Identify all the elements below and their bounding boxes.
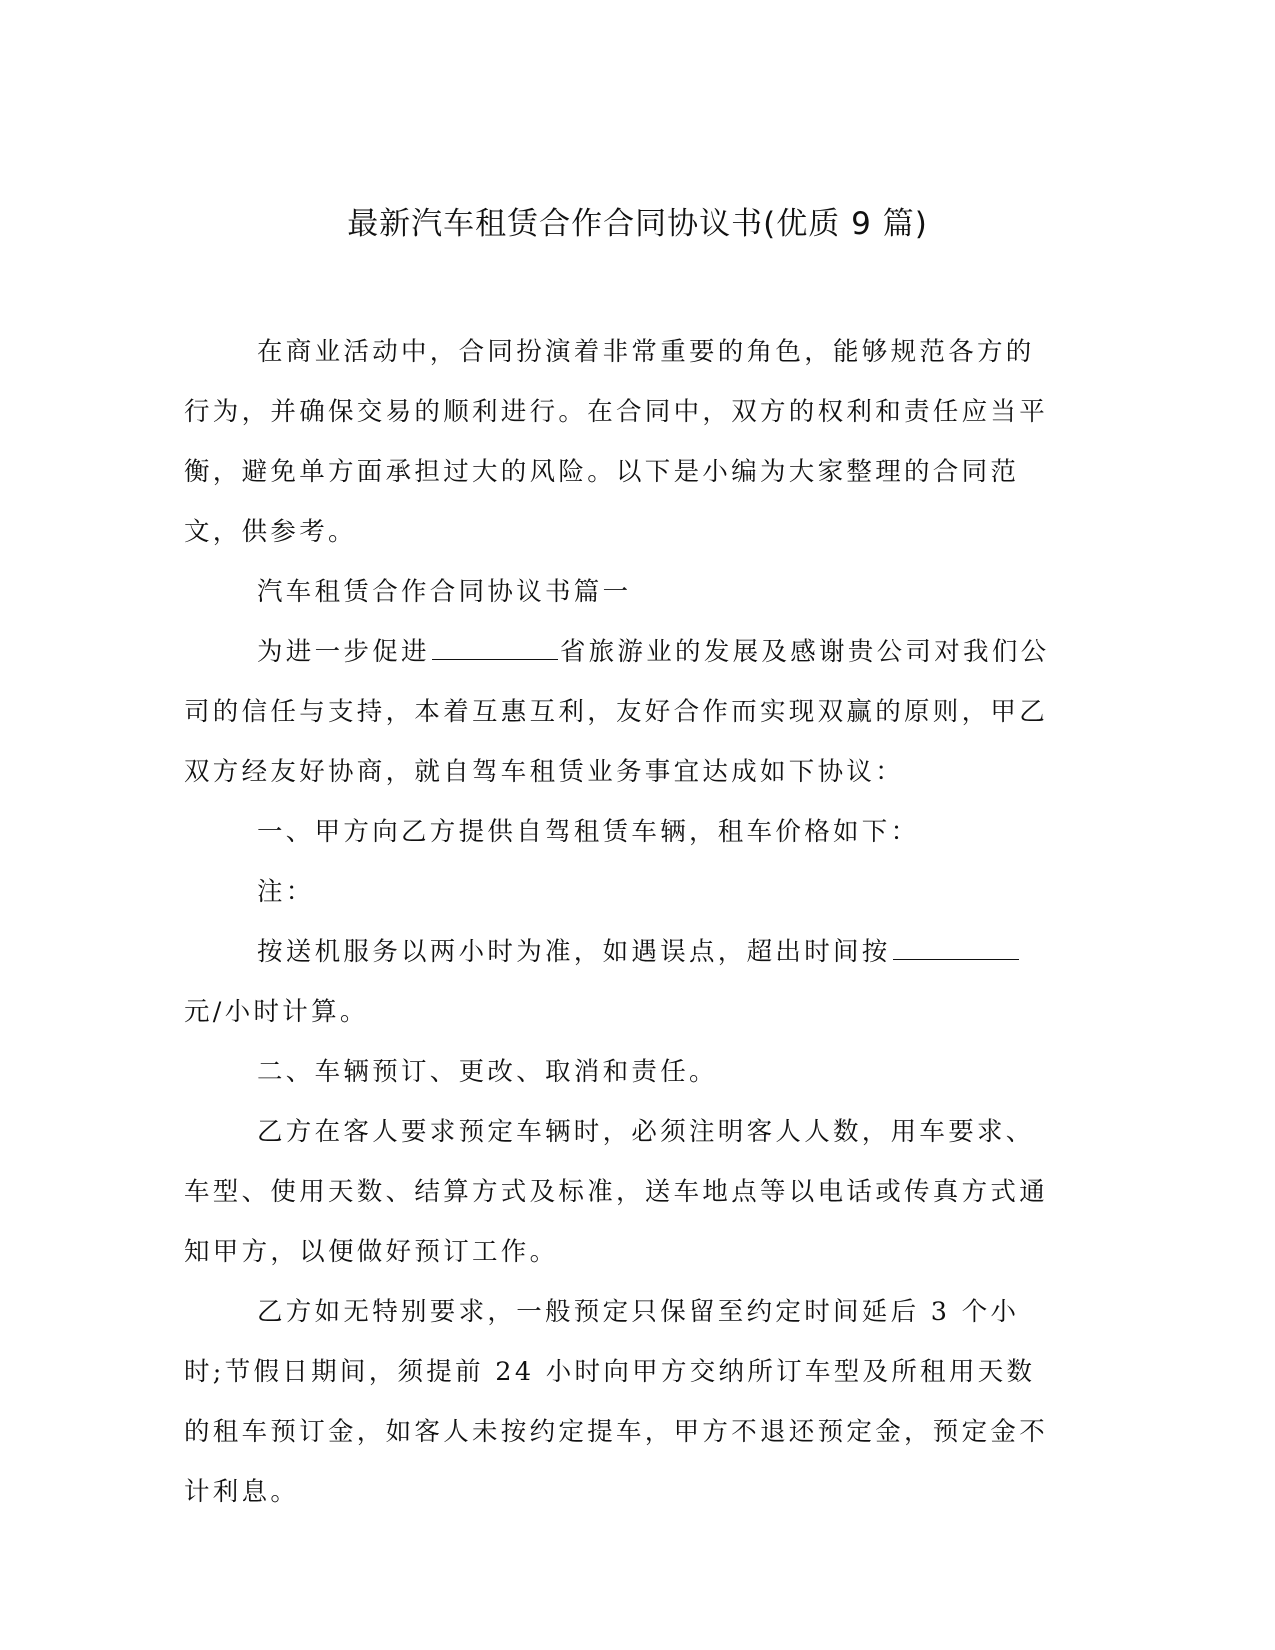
paragraph-2-end: 元/小时计算。	[184, 997, 369, 1027]
paragraph-2-start: 按送机服务以两小时为准，如遇误点，超出时间按	[257, 937, 891, 967]
clause-1: 一、甲方向乙方提供自驾租赁车辆，租车价格如下：	[257, 817, 920, 847]
intro-paragraph: 在商业活动中，合同扮演着非常重要的角色，能够规范各方的行为，并确保交易的顺利进行。在合同中，双方的权利和责任应当平衡，避免单方面承担过大的风险。以下是小编为大家整理的合同范文，供参考。	[184, 337, 1049, 547]
document-body	[184, 322, 1050, 1522]
paragraph-4: 乙方如无特别要求，一般预定只保留至约定时间延后 3 个小时;节假日期间，须提前 24 小时向甲方交纳所订车型及所租用天数的租车预订金，如客人未按约定提车，甲方不退还预定金，预定金不计利息。	[184, 1297, 1049, 1507]
paragraph-1-start: 为进一步促进	[257, 637, 430, 667]
paragraph-2	[184, 922, 1050, 1042]
paragraph-1-end: 省旅游业的发展及感谢贵公司对我们公司的信任与支持，本着互惠互利，友好合作而实现双赢的原则，甲乙双方经友好协商，就自驾车租赁业务事宜达成如下协议：	[184, 637, 1050, 787]
paragraph-3: 乙方在客人要求预定车辆时，必须注明客人人数，用车要求、车型、使用天数、结算方式及标准，送车地点等以电话或传真方式通知甲方，以便做好预订工作。	[184, 1117, 1049, 1267]
note-label: 注：	[257, 877, 315, 907]
blank-line	[893, 935, 1019, 960]
section-heading: 汽车租赁合作合同协议书篇一	[257, 577, 632, 607]
paragraph-1	[184, 622, 1050, 802]
document-title: 最新汽车租赁合作合同协议书(优质 9 篇)	[347, 206, 928, 242]
clause-2: 二、车辆预订、更改、取消和责任。	[257, 1057, 718, 1087]
blank-line	[432, 635, 558, 660]
